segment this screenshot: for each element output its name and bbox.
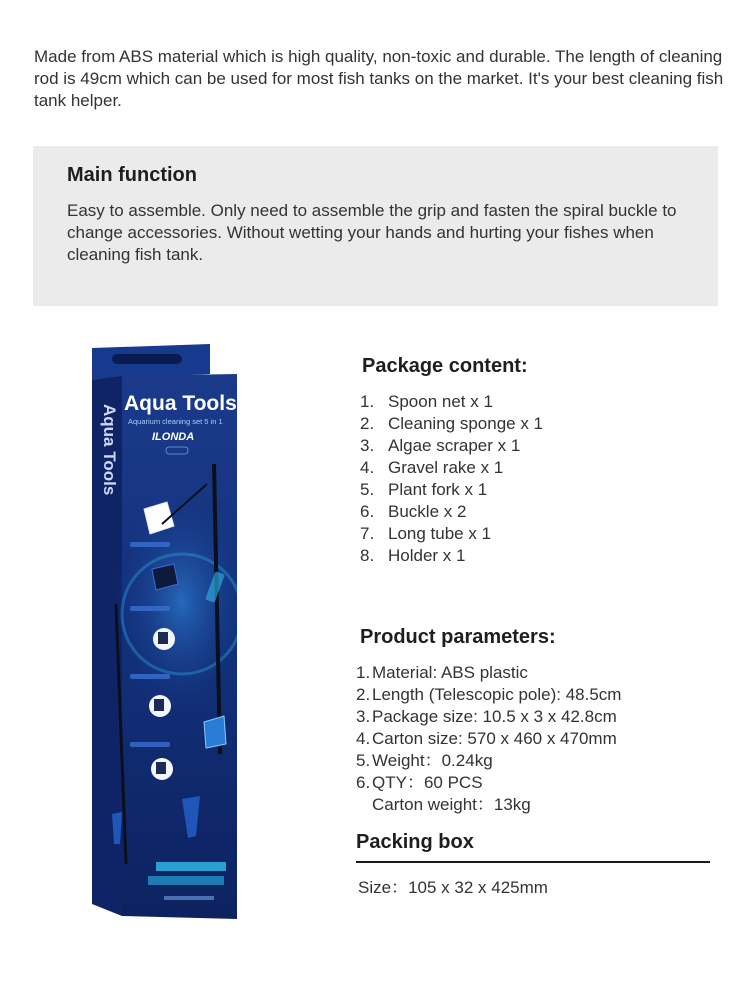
- product-parameters-list: [356, 662, 621, 816]
- brand-title: Aqua Tools: [124, 392, 237, 415]
- label-strip: [130, 674, 170, 679]
- list-item: 2. Length (Telescopic pole): 48.5cm: [356, 685, 622, 704]
- main-function-panel: [33, 146, 718, 306]
- label-strip: [130, 542, 170, 547]
- list-item: 6. Buckle x 2: [360, 502, 467, 521]
- rake-icon: [149, 695, 171, 717]
- list-item: 1. Spoon net x 1: [360, 392, 493, 411]
- brand-subtitle: Aquarium cleaning set 5 in 1: [128, 417, 223, 426]
- section-divider: [356, 861, 710, 863]
- bottom-note: [164, 896, 214, 900]
- list-item: 1. Material: ABS plastic: [356, 663, 528, 682]
- list-item: 4. Carton size: 570 x 460 x 470mm: [356, 729, 617, 748]
- brand-logo: ILONDA: [152, 431, 195, 443]
- main-function-title: Main function: [67, 164, 197, 186]
- hang-hole: [112, 354, 182, 364]
- list-item: 6. QTY：60 PCS: [356, 773, 483, 792]
- label-strip: [130, 606, 170, 611]
- product-parameters-title: Product parameters:: [360, 626, 556, 648]
- list-item: 4. Gravel rake x 1: [360, 458, 504, 477]
- product-box-image: [92, 344, 237, 919]
- scraper-head-icon: [204, 716, 226, 748]
- list-item: 5. Plant fork x 1: [360, 480, 488, 499]
- main-function-text: Easy to assemble. Only need to assemble the grip and fasten the spiral buckle to change accessories. Without wetting your hands and hurting your fishes when cleaning fish tank.: [67, 201, 677, 264]
- list-item: 8. Holder x 1: [360, 546, 466, 565]
- scraper-icon: [153, 628, 175, 650]
- list-item: 5. Weight：0.24kg: [356, 751, 493, 770]
- package-content-title: Package content:: [362, 355, 528, 377]
- plant-fork-icon: [151, 758, 173, 780]
- side-brand-text: Aqua Tools: [100, 404, 119, 496]
- list-item: 3. Package size: 10.5 x 3 x 42.8cm: [356, 707, 617, 726]
- list-item: 3. Algae scraper x 1: [360, 436, 521, 455]
- bottom-badge: [148, 876, 224, 885]
- bottom-badge: [156, 862, 226, 871]
- list-item: Carton weight：13kg: [372, 795, 531, 814]
- packing-box-size: Size：105 x 32 x 425mm: [358, 878, 548, 897]
- label-strip: [130, 742, 170, 747]
- list-item: 7. Long tube x 1: [360, 524, 492, 543]
- package-content-list: [360, 391, 543, 567]
- packing-box-title: Packing box: [356, 831, 474, 853]
- intro-paragraph: Made from ABS material which is high quality, non-toxic and durable. The length of cleaning rod is 49cm which can be used for most fish tanks on the market. It's your best cleaning fish tank helper.: [34, 47, 724, 110]
- list-item: 2. Cleaning sponge x 1: [360, 414, 544, 433]
